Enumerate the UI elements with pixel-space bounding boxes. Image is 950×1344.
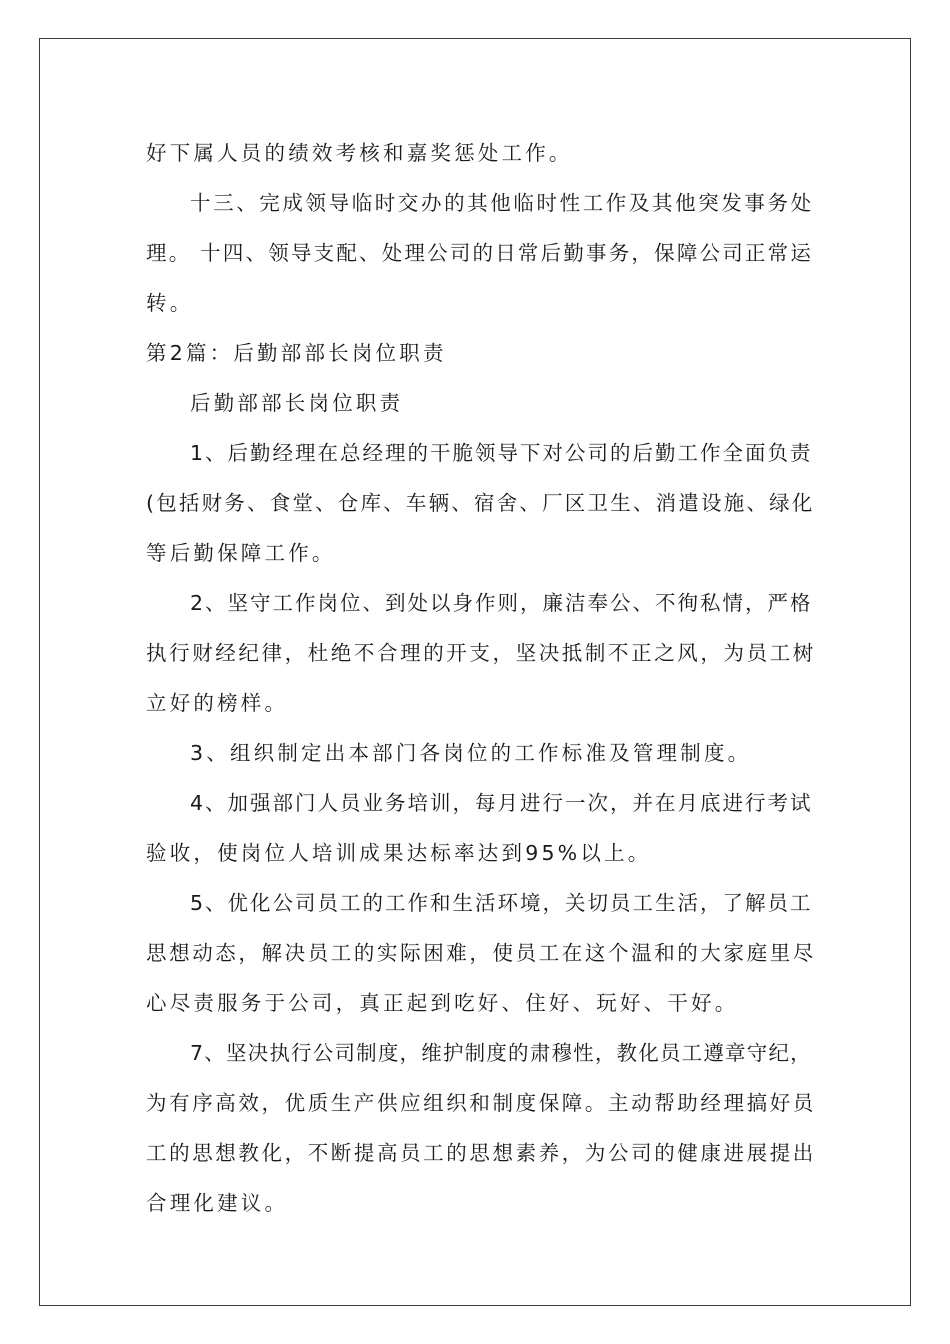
text-line: 2、坚守工作岗位、到处以身作则，廉洁奉公、不徇私情，严格 bbox=[190, 591, 813, 615]
text-line: (包括财务、食堂、仓库、车辆、宿舍、厂区卫生、消遣设施、绿化 bbox=[146, 491, 815, 515]
text-line: 为有序高效，优质生产供应组织和制度保障。主动帮助经理搞好员 bbox=[146, 1091, 816, 1115]
text-line: 4、加强部门人员业务培训，每月进行一次，并在月底进行考试 bbox=[190, 791, 813, 815]
text-line: 好下属人员的绩效考核和嘉奖惩处工作。 bbox=[146, 141, 573, 165]
text-line: 工的思想教化，不断提高员工的思想素养，为公司的健康进展提出 bbox=[146, 1141, 816, 1165]
text-line: 5、优化公司员工的工作和生活环境，关切员工生活，了解员工 bbox=[190, 891, 813, 915]
text-line: 合理化建议。 bbox=[146, 1191, 289, 1215]
text-line: 1、后勤经理在总经理的干脆领导下对公司的后勤工作全面负责 bbox=[190, 441, 813, 465]
document-body bbox=[146, 128, 816, 1228]
text-line: 等后勤保障工作。 bbox=[146, 541, 336, 565]
text-line: 十三、完成领导临时交办的其他临时性工作及其他突发事务处 bbox=[190, 191, 814, 215]
text-line: 理。 十四、领导支配、处理公司的日常后勤事务，保障公司正常运 bbox=[146, 241, 814, 265]
text-line: 执行财经纪律，杜绝不合理的开支，坚决抵制不正之风，为员工树 bbox=[146, 641, 816, 665]
section-subtitle: 后勤部部长岗位职责 bbox=[190, 391, 404, 415]
text-line: 心尽责服务于公司，真正起到吃好、住好、玩好、干好。 bbox=[146, 991, 739, 1015]
text-line: 立好的榜样。 bbox=[146, 691, 289, 715]
text-line: 思想动态，解决员工的实际困难，使员工在这个温和的大家庭里尽 bbox=[146, 941, 816, 965]
section-heading: 第2篇：后勤部部长岗位职责 bbox=[146, 341, 447, 365]
text-line: 验收，使岗位人培训成果达标率达到95%以上。 bbox=[146, 841, 652, 865]
text-line: 3、组织制定出本部门各岗位的工作标准及管理制度。 bbox=[190, 741, 752, 765]
text-line: 7、坚决执行公司制度，维护制度的肃穆性，教化员工遵章守纪， bbox=[190, 1041, 812, 1065]
text-line: 转。 bbox=[146, 291, 194, 315]
